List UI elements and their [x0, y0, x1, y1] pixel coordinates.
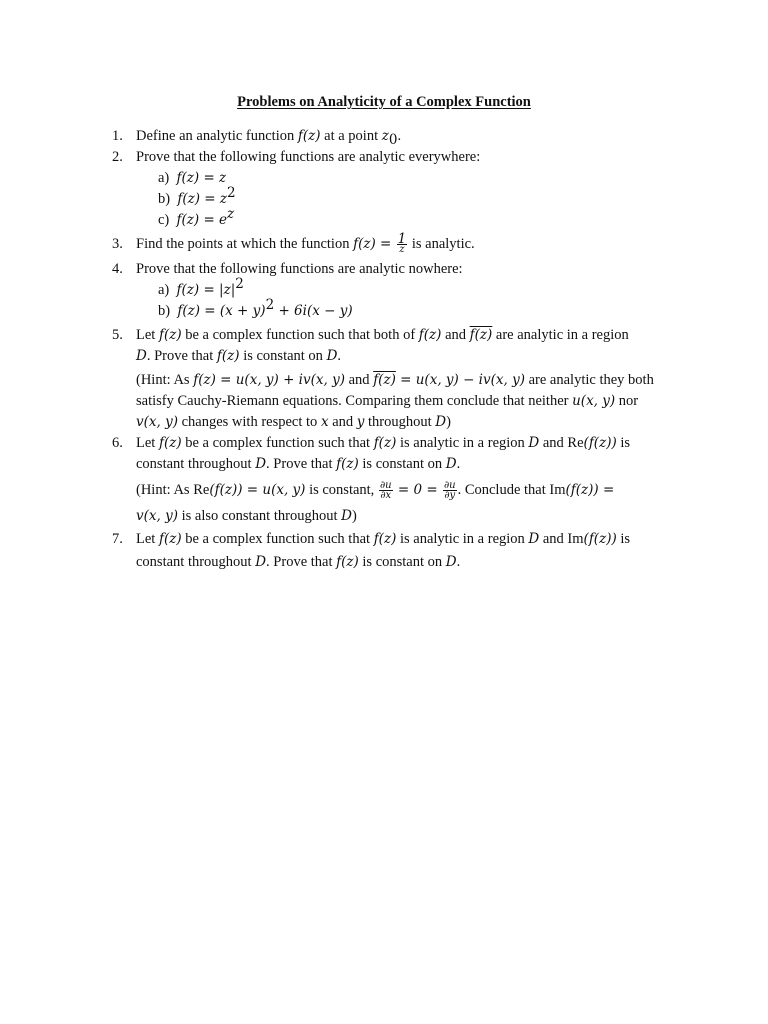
problem-6-hint-line-1: (Hint: As Re(f(z)) = u(x, y) is constant, $\frac{\partial u}{\partial x}$ = 0 = $\frac{\partial u}{\partial y}$ . Conclude that Im(f(z)) =: [136, 480, 615, 502]
problem-2a: a) f(z) = z: [158, 170, 227, 186]
problem-2-number: 2.: [112, 149, 123, 165]
problem-5-number: 5.: [112, 327, 123, 343]
problem-3-number: 3.: [112, 236, 123, 252]
problem-7-line-1: Let f(z) be a complex function such that f(z) is analytic in a region D and Im(f(z)) is: [136, 531, 631, 547]
problem-2b: b) $f(z) = z^2$: [158, 185, 236, 207]
problem-1-number: 1.: [112, 128, 123, 144]
problem-6-hint-line-2: v(x, y) is also constant throughout D): [136, 508, 357, 524]
document-title: Problems on Analyticity of a Complex Function: [237, 94, 531, 110]
problem-3-text: Find the points at which the function f(z) = $\frac{1}{z}$ is analytic.: [136, 231, 475, 256]
problem-4a: a) $f(z) = |z|^2$: [158, 276, 244, 298]
problem-6-line-1: Let f(z) be a complex function such that f(z) is analytic in a region D and Re(f(z)) is: [136, 435, 631, 451]
problem-5-line-1: Let f(z) be a complex function such that both of f(z) and f(z) are analytic in a region: [136, 327, 629, 343]
problem-4-text: Prove that the following functions are analytic nowhere:: [136, 261, 463, 277]
fraction-du-dy: $\frac{\partial u}{\partial y}$: [443, 480, 456, 502]
problem-6-number: 6.: [112, 435, 123, 451]
problem-1-text: Define an analytic function f(z) at a point $z_0$.: [136, 128, 402, 148]
problem-4b: b) $f(z) = (x + y)^2 + 6i(x - y)$: [158, 297, 353, 319]
fraction-du-dx: $\frac{\partial u}{\partial x}$: [379, 480, 392, 502]
problem-7-number: 7.: [112, 531, 123, 547]
problem-5-hint-line-3: v(x, y) changes with respect to x and y throughout D): [136, 414, 451, 430]
problem-6-line-2: constant throughout D. Prove that f(z) is constant on D.: [136, 456, 461, 472]
problem-2-text: Prove that the following functions are analytic everywhere:: [136, 149, 481, 165]
problem-5-hint-line-1: (Hint: As f(z) = u(x, y) + iv(x, y) and f(z) = u(x, y) − iv(x, y) are analytic they both: [136, 372, 654, 388]
problem-2c: c) $f(z) = e^z$: [158, 206, 235, 228]
fraction-1-over-z: $\frac{1}{z}$: [397, 231, 407, 256]
problem-7-line-2: constant throughout D. Prove that f(z) is constant on D.: [136, 554, 461, 570]
problem-5-hint-line-2: satisfy Cauchy-Riemann equations. Comparing them conclude that neither u(x, y) nor: [136, 393, 639, 409]
problem-4-number: 4.: [112, 261, 123, 277]
problem-5-line-2: D. Prove that f(z) is constant on D.: [136, 348, 342, 364]
